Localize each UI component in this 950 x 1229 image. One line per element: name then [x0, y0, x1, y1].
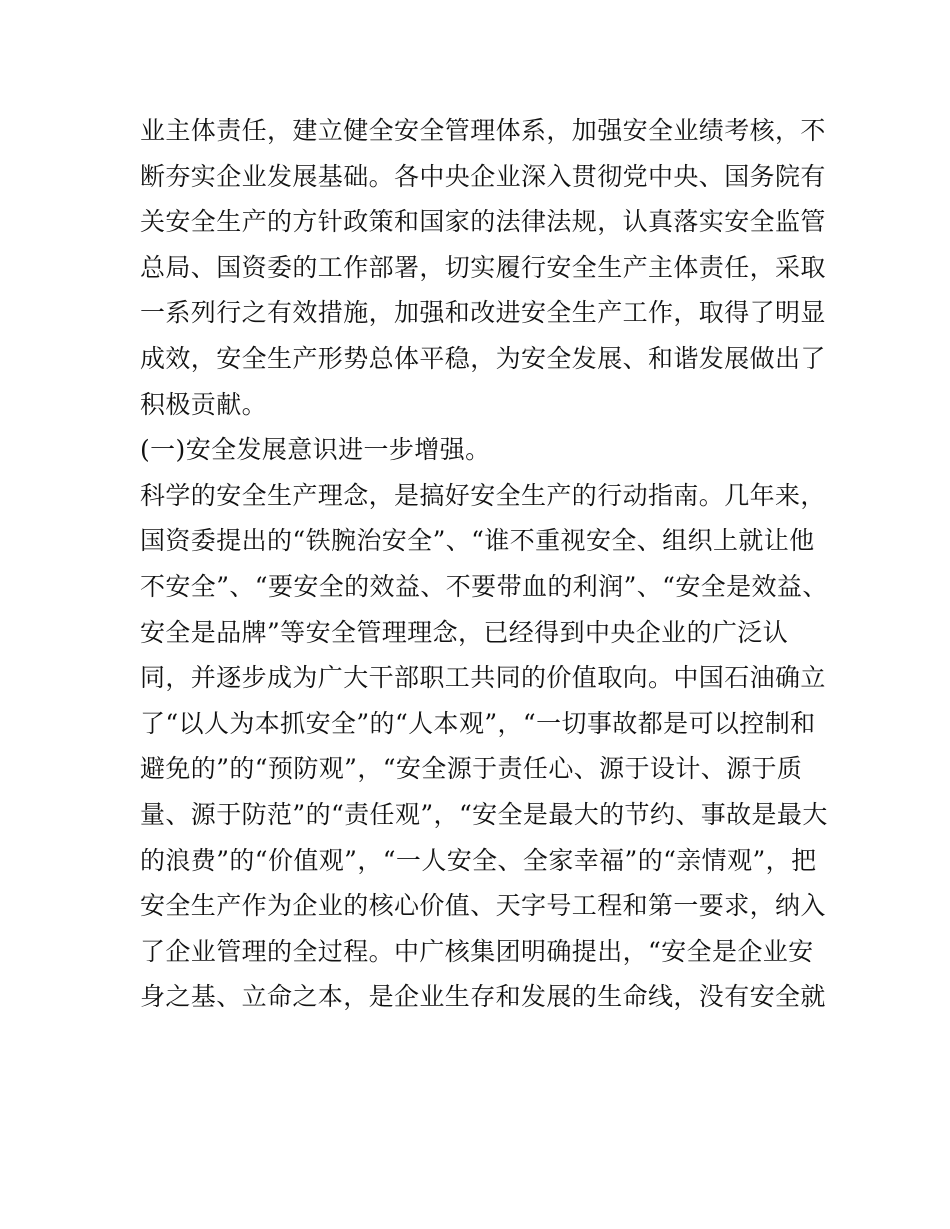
text-line: 成效，安全生产形势总体平稳，为安全发展、和谐发展做出了: [140, 343, 826, 373]
text-line: 的浪费”的“价值观”，“一人安全、全家幸福”的“亲情观”，把: [140, 845, 817, 875]
text-line: 安全生产作为企业的核心价值、天字号工程和第一要求，纳入: [140, 891, 826, 921]
text-line: 科学的安全生产理念，是搞好安全生产的行动指南。几年来，: [140, 480, 826, 510]
text-line: 关安全生产的方针政策和国家的法律法规，认真落实安全监管: [140, 207, 826, 237]
text-line: 一系列行之有效措施，加强和改进安全生产工作，取得了明显: [140, 298, 826, 328]
text-line: 量、源于防范”的“责任观”，“安全是最大的节约、事故是最大: [140, 799, 828, 829]
text-line: 不安全”、“要安全的效益、不要带血的利润”、“安全是效益、: [140, 571, 828, 601]
text-line: 总局、国资委的工作部署，切实履行安全生产主体责任，采取: [140, 252, 826, 282]
text-line: 断夯实企业发展基础。各中央企业深入贯彻党中央、国务院有: [140, 161, 826, 191]
body-text: [140, 108, 828, 1020]
text-line: 安全是品牌”等安全管理理念，已经得到中央企业的广泛认: [140, 617, 789, 647]
text-line: 避免的”的“预防观”，“安全源于责任心、源于设计、源于质: [140, 754, 803, 784]
text-line: 了企业管理的全过程。中广核集团明确提出，“安全是企业安: [140, 936, 814, 966]
text-line: 身之基、立命之本，是企业生存和发展的生命线，没有安全就: [140, 982, 826, 1012]
text-line: 业主体责任，建立健全安全管理体系，加强安全业绩考核，不: [140, 116, 826, 145]
text-line: 国资委提出的“铁腕治安全”、“谁不重视安全、组织上就让他: [140, 526, 815, 556]
text-line: 积极贡献。: [140, 389, 268, 419]
text-line: 了“以人为本抓安全”的“人本观”，“一切事故都是可以控制和: [140, 708, 816, 738]
section-heading: (一)安全发展意识进一步增强。: [140, 435, 491, 465]
text-line: 同，并逐步成为广大干部职工共同的价值取向。中国石油确立: [140, 663, 826, 693]
